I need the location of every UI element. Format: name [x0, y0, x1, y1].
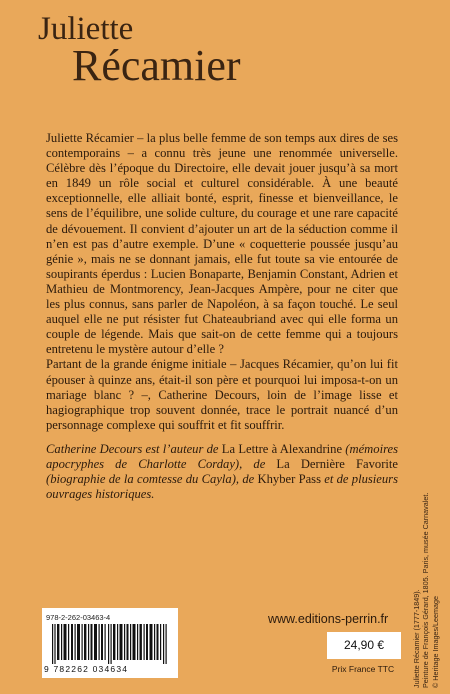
- book-title-1: La Lettre à Alexandrine: [221, 442, 343, 456]
- book-note-1: (mémoires apocryphes de Charlotte Corday), de: [46, 442, 398, 472]
- blurb-paragraph-1: Juliette Récamier – la plus belle femme de son temps aux dires de ses contemporains – a connu très jeune une renommée universelle. Célèbre dès l’époque du Directoire, elle devait jouer jusqu’à sa mort en 1849 un rôle social et culturel considérable. À une beauté exceptionnelle, elle alliait bonté, esprit, finesse et bienveillance, le sens de l’équilibre, une solide culture, du courage et une rare capacité de dévouement. Il convient d’ajouter un art de la séduction comme il n’en est pas d’autre exemple. D’une « coquetterie poussée jusqu’au génie », mais ne se donnant jamais, elle fut toute sa vie entourée de soupirants éperdus : Lucien Bonaparte, Benjamin Constant, Adrien et Mathieu de Montmorency, Jean-Jacques Ampère, pour ne citer que les plus connus, sans parler de Napoléon, à sa façon touché. Le seul auquel elle ne put résister fut Chateaubriand avec qui elle forma un couple de légende. Mais que sait-on de cette femme qui a toujours entretenu le mystère autour d’elle ?: [46, 131, 398, 357]
- image-credit: [412, 492, 444, 688]
- book-title-2: La Dernière Favorite: [276, 457, 398, 472]
- price: 24,90 €: [343, 638, 385, 652]
- isbn-text: 978-2-262-03463-4: [46, 613, 111, 622]
- price-note: Prix France TTC: [331, 664, 395, 674]
- publisher-website[interactable]: www.editions-perrin.fr: [268, 612, 389, 626]
- author-note: [46, 442, 398, 502]
- book-note-2: (biographie de la comtesse du Cayla), de: [46, 472, 258, 487]
- blurb-paragraph-2: Partant de la grande énigme initiale – Jacques Récamier, qu’on lui fit épouser à quinze ans, était-il son père et pourquoi lui imposa-t-on un mariage blanc ? –, Catherine Decours, loin de l’image lisse et hagiographique trop souvent donnée, trace le portrait nuancé d’un personnage complexe qui souffrit et fit souffrir.: [46, 357, 398, 432]
- credit-line-3: © Heritage Images/Leemage: [430, 596, 440, 688]
- ean-number: 9 782262 034634: [44, 664, 129, 674]
- book-title: [38, 11, 241, 91]
- title-last-name: Récamier: [72, 41, 241, 91]
- barcode-icon: [52, 624, 170, 664]
- author-intro: Catherine Decours est l’auteur de: [46, 442, 222, 456]
- title-first-name: Juliette: [38, 11, 134, 47]
- blurb: [46, 131, 398, 433]
- credit-line-1: Juliette Récamier (1777-1849).: [412, 589, 421, 688]
- author-outro: et de plusieurs ouvrages historiques.: [46, 472, 398, 502]
- credit-line-2: Peinture de François Gérard, 1805. Paris, musée Carnavalet.: [421, 492, 431, 688]
- book-title-3: Khyber Pass: [257, 472, 321, 487]
